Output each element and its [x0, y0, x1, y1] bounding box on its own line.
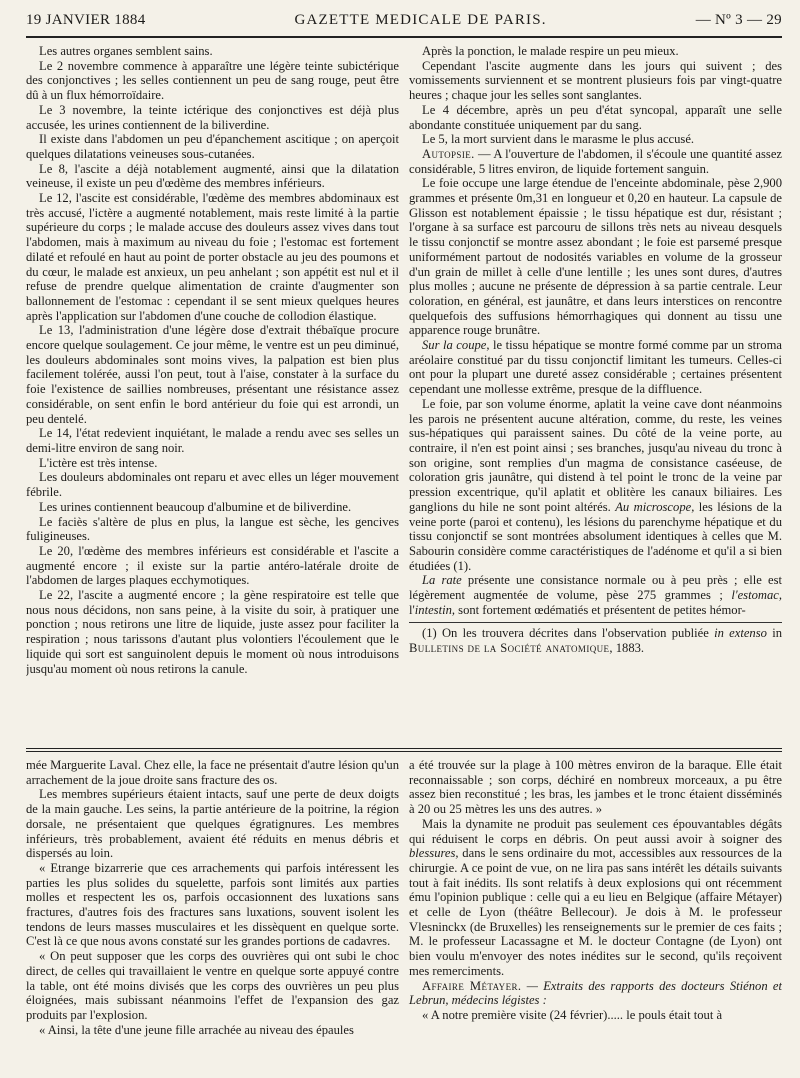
footnote-text-b: in: [766, 626, 782, 641]
bottom-left-column: [26, 758, 399, 1078]
autopsie-text: — A l'ouverture de l'abdomen, il s'écoule une quantité assez considérable, 5 litres environ, de liquide fortement sanguin.: [409, 146, 782, 176]
estomac-label: l'estomac,: [731, 588, 782, 603]
metayer-paragraph: [409, 979, 782, 1008]
paragraph: Les membres supérieurs étaient intacts, sauf une perte de deux doigts de la main gauche. Les seins, la partie antérieure de la poitrine, la région dorsale, ne présentaient que quelques égratignures. Les membres inférieurs, très probablement, avaient été réduits en menus débris et dispersés au loin.: [26, 787, 399, 861]
metayer-subtitle: — Extraits des rapports des docteurs Stiénon et Lebrun, médecins légistes :: [409, 978, 782, 1008]
paragraph: Cependant l'ascite augmente dans les jours qui suivent ; des vomissements surviennent et se montrent plusieurs fois par vingt-quatre heures ; chaque jour les selles sont sanglantes.: [409, 58, 782, 103]
footnote-bulletins: Bulletins de la Société anatomique: [409, 641, 610, 656]
veine-text-b: les lésions de la veine porte (paroi et contenu), les lésions du parenchyme hépatique et du tissu conjonctif se sont montrées absolument identiques à celles que M. Sabourin considère comme caractéristiques de l'adénome et qu'il a si bien étudiées (1).: [409, 499, 782, 573]
paragraph: Les urines contiennent beaucoup d'albumine et de biliverdine.: [39, 499, 352, 514]
paragraph: Il existe dans l'abdomen un peu d'épanchement ascitique ; on aperçoit quelques dilatations veineuses sous-cutanées.: [26, 132, 399, 161]
top-left-column: [26, 44, 399, 744]
autopsie-paragraph: [409, 147, 782, 176]
blessures-em: blessures,: [409, 846, 459, 861]
rate-text-b: l': [409, 602, 415, 617]
footnote-em: in extenso: [714, 626, 767, 641]
dynamite-text-b: dans le sens ordinaire du mot, accessibles aux ressources de la chirurgie. A ce point de vue, on ne lira pas sans intérêt les détails suivants tout à fait inédits. Ils sont relatifs à deux explosions qui ont récemment ému l'opinion publique : celle qui a eu lieu en Belgique (affaire Métayer) et celle de Lyon (théâtre Bellecour). Je dois à M. le professeur Vlesninckx (de Bruxelles) les renseignements sur le premier de ces faits ; M. le professeur Lacassagne et M. le docteur Contagne (de Lyon) ont bien voulu m'envoyer des notes inédites sur le second, qu'ils reçoivent mes remerciments.: [409, 846, 782, 978]
paragraph: Les douleurs abdominales ont reparu et avec elles un léger mouvement fébrile.: [26, 470, 399, 500]
rate-paragraph: [409, 573, 782, 617]
bottom-right-column: [409, 758, 782, 1078]
paragraph: « Ainsi, la tête d'une jeune fille arrachée au niveau des épaules: [39, 1022, 354, 1037]
paragraph: a été trouvée sur la plage à 100 mètres environ de la baraque. Elle était reconnaissable ; son corps, déchiré en nombreux morceaux, a pu être assez bien reconstitué ; les bras, les jambes et le tronc étaient disséminés à 20 ou 25 mètres les uns des autres. »: [409, 758, 782, 817]
header-rule: [26, 36, 782, 38]
paragraph: Le 5, la mort survient dans le marasme le plus accusé.: [422, 132, 695, 147]
paragraph: Le 20, l'œdème des membres inférieurs est considérable et l'ascite a augmenté encore ; il existe sur la partie antéro-latérale droite de l'abdomen de larges plaques ecchymotiques.: [26, 543, 399, 588]
autopsie-label: Autopsie.: [422, 146, 475, 161]
coupe-text: le tissu hépatique se montre formé comme par un stroma aréolaire constitué par du tissu conjonctif limitant les tumeurs. Celles-ci ont pour la plupart une dureté assez considérable ; certaines présentent cependant une mollesse extrême, presque de la diffluence.: [409, 338, 782, 397]
paragraph: L'ictère est très intense.: [39, 455, 158, 470]
paragraph: Le 12, l'ascite est considérable, l'œdème des membres abdominaux est très accusé, l'ictère a augmenté notablement, mais reste limité à la partie supérieure du corps ; le malade accuse des douleurs assez vives dans tout l'abdomen, mais à maximum au niveau du foie ; l'estomac est fortement dilaté et refoulé en haut au point de porter obstacle au jeu des poumons et du cœur, le malade est anxieux, un peu anhelant ; son appétit est nul et il refuse de prendre quelque alimentation de crainte d'augmenter son ballonnement de l'estomac : cependant il se sent mieux quelques heures après l'application sur l'abdomen d'une couche de collodion élastique.: [26, 191, 399, 323]
paragraph: Le 8, l'ascite a déjà notablement augmenté, ainsi que la dilatation veineuse, il existe un peu d'œdème des membres inférieurs.: [26, 161, 399, 191]
footnote: [409, 622, 782, 655]
paragraph: Le 3 novembre, la teinte ictérique des conjonctives est déjà plus accusée, les urines contiennent de la biliverdine.: [26, 102, 399, 132]
paragraph: « A notre première visite (24 février)..... le pouls était tout à: [422, 1007, 723, 1022]
paragraph: « On peut supposer que les corps des ouvrières qui ont subi le choc direct, de celles qui travaillaient le ventre en quelque sorte appuyé contre la table, ont été moins divisés que les corps des ouvrières un peu plus éloignées, mais subissant néanmoins l'effet de l'expansion des gaz produits par l'explosion.: [26, 949, 399, 1022]
veine-text-a: Le foie, par son volume énorme, aplatit la veine cave dont néanmoins les parois ne présentent aucune altération, comme, du reste, les veines sus-hépatiques qui paraissent saines. Du côté de la veine porte, au contraire, il n'en est point ainsi ; ses branches, jusqu'au niveau du tronc à son origine, sont remplies d'un magma de consistance caséeuse, de coloration gris jaunâtre, qui distend à tel point le tronc de la veine par pression excentrique, qu'il aplatit et oblitère les canaux biliaires. Les ganglions du hile ne sont point altérés.: [409, 396, 782, 514]
bottom-section: [26, 758, 782, 1078]
section-divider: [26, 748, 782, 749]
top-right-column: [409, 44, 782, 744]
page-header: [26, 12, 782, 34]
dynamite-text-a: Mais la dynamite ne produit pas seulement ces épouvantables dégâts qui réduisent le corps en débris. On peut aussi avoir à soigner des: [409, 816, 782, 846]
veine-paragraph: [409, 397, 782, 573]
paragraph: Après la ponction, le malade respire un peu mieux.: [422, 44, 679, 58]
coupe-label: Sur la coupe,: [422, 338, 490, 353]
footnote-text-c: , 1883.: [609, 641, 645, 656]
rate-label: La rate: [422, 573, 462, 588]
paragraph: mée Marguerite Laval. Chez elle, la face ne présentait d'autre lésion qu'un arrachement de la joue droite sans fracture des os.: [26, 758, 399, 787]
paragraph: Le 4 décembre, après un peu d'état syncopal, apparaît une selle abondante constituée uniquement par du sang.: [409, 102, 782, 132]
coupe-paragraph: [409, 338, 782, 397]
paragraph: Le 13, l'administration d'une légère dose d'extrait thébaïque procure encore quelque soulagement. Ce jour même, le ventre est un peu diminué, les douleurs abdominales sont moins vives, la palpation est bien plus facilement tolérée, aussi l'on peut, tout à l'aise, constater à la surface du foie l'existence de saillies nombreuses, présentant une résistance assez considérable, on sent enfin le bord antérieur du foie qui est arrondi, un peu dentelé.: [26, 323, 399, 426]
header-journal-title: GAZETTE MEDICALE DE PARIS.: [294, 12, 547, 28]
paragraph: Le foie occupe une large étendue de l'enceinte abdominale, pèse 2,900 grammes et présente 0m,31 en longueur et 0,20 en hauteur. La capsule de Glisson est notablement épaissie ; le tissu hépatique est dur, résistant ; l'organe à sa surface est parcouru de sillons très nets au niveau desquels le tissu conjonctif se montre assez abondant ; le foie est parsemé presque uniformément partout de nodosités variables en volume de la grosseur d'un grain de millet à celle d'une lentille ; les unes sont dures, d'autres plus molles ; aucune ne présente de dépression à sa partie centrale. Leur coloration, en général, est jaunâtre, et dans leurs interstices on rencontre quelquefois des suffusions hémorrhagiques qui donnent au tissu une apparence rouge brunâtre.: [409, 176, 782, 338]
section-divider-second: [26, 751, 782, 752]
paragraph: « Etrange bizarrerie que ces arrachements qui parfois intéressent les parties les plus solides du squelette, parfois sont limités aux parties molles et respectent les os, parfois occasionnent des luxations sans fractures, d'autres fois des fractures sans luxations, souvent isolent les tendons de leurs masses musculaires et les dissèquent en quelque sorte. C'est là ce que nous avons constaté sur les grandes portions de cadavres.: [26, 860, 399, 949]
footnote-text: [409, 626, 782, 655]
rate-text-a: présente une consistance normale ou à peu près ; elle est légèrement augmentée de volume, pèse 275 grammes ;: [409, 573, 782, 603]
dynamite-paragraph: [409, 817, 782, 979]
microscope-label: Au microscope,: [615, 499, 695, 514]
header-page-number: — Nº 3 — 29: [695, 12, 782, 28]
footnote-text-a: (1) On les trouvera décrites dans l'observation publiée: [422, 626, 715, 641]
header-date: 19 JANVIER 1884: [26, 12, 146, 28]
paragraph: Le faciès s'altère de plus en plus, la langue est sèche, les gencives fuligineuses.: [26, 514, 399, 544]
metayer-label: Affaire Métayer.: [422, 978, 522, 993]
paragraph: Le 22, l'ascite a augmenté encore ; la gène respiratoire est telle que nous nous décidons, non sans peine, à la visite du soir, à pratiquer une ponction ; nous retirons une litre de liquide, juste assez pour faciliter la respiration ; nous tarissons d'autant plus volontiers l'écoulement que le liquide qui sort est sanguinolent depuis le moment où nous introduisons jusqu'au moment où nous retirons la canule.: [26, 588, 399, 676]
paragraph: Le 14, l'état redevient inquiétant, le malade a rendu avec ses selles un demi-litre environ de sang noir.: [26, 426, 399, 455]
top-section: [26, 44, 782, 744]
paragraph: Les autres organes semblent sains.: [39, 44, 213, 58]
intestin-label: intestin,: [414, 602, 456, 617]
paragraph: Le 2 novembre commence à apparaître une légère teinte subictérique des conjonctives ; les selles contiennent un peu de sang rouge, peut être dû à un flux hémorroïdaire.: [26, 58, 399, 103]
rate-text-c: sont fortement œdématiés et présentent de petites hémor-: [455, 602, 746, 617]
